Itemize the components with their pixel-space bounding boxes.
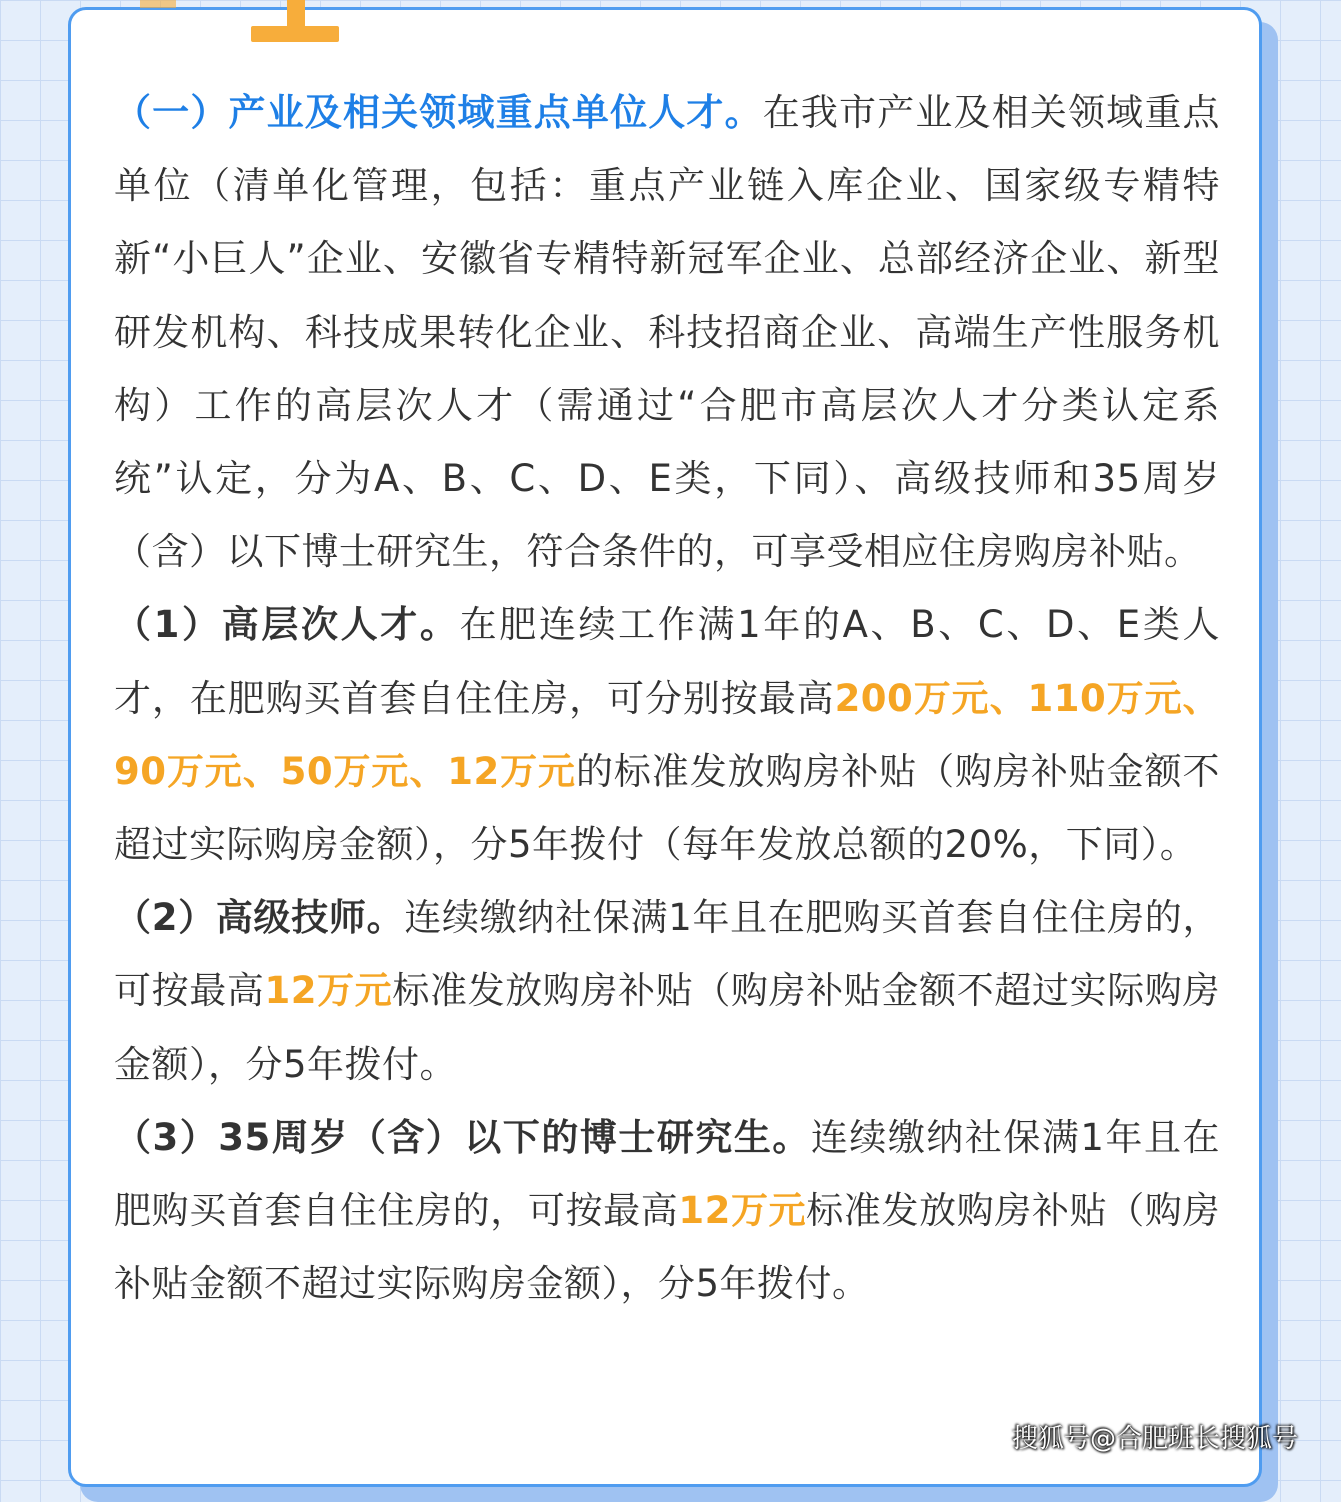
decorative-bar-left <box>140 0 176 8</box>
item-1-text-a: 在肥连续工作满1年的A、B、C、D、E类人才，在肥购买首套自住住房，可分别按最高 <box>114 603 1220 720</box>
item-2-amount: 12万元 <box>264 969 393 1013</box>
item-2-paragraph <box>114 881 1220 1101</box>
item-3-amount: 12万元 <box>678 1189 807 1233</box>
section-intro: 在我市产业及相关领域重点单位（清单化管理，包括：重点产业链入库企业、国家级专精特新“小巨人”企业、安徽省专精特新冠军企业、总部经济企业、新型研发机构、科技成果转化企业、科技招商企业、高端生产性服务机构）工作的高层次人才（需通过“合肥市高层次人才分类认定系统”认定，分为A、B、C、D、E类，下同）、高级技师和35周岁（含）以下博士研究生，符合条件的，可享受相应住房购房补贴。 <box>114 91 1221 574</box>
section-paragraph <box>114 76 1220 588</box>
decorative-header-glyph <box>251 0 339 42</box>
item-3-paragraph <box>114 1101 1220 1321</box>
item-3-title: （3）35周岁（含）以下的博士研究生。 <box>114 1115 811 1159</box>
source-watermark: 搜狐号@合肥班长搜狐号 <box>1012 1424 1299 1454</box>
item-1-paragraph <box>114 588 1220 881</box>
article-body <box>114 76 1220 1320</box>
item-2-text-a: 连续缴纳社保满1年且在肥购买首套自住住房的，可按最高 <box>114 896 1220 1013</box>
item-3-text-a: 连续缴纳社保满1年且在肥购买首套自住住房的，可按最高 <box>114 1115 1220 1233</box>
item-2-text-b: 标准发放购房补贴（购房补贴金额不超过实际购房金额），分5年拨付。 <box>114 969 1220 1086</box>
item-1-amounts: 200万元、110万元、90万元、50万元、12万元 <box>114 676 1220 793</box>
section-title: （一）产业及相关领域重点单位人才。 <box>114 91 763 134</box>
item-2-title: （2）高级技师。 <box>114 896 405 940</box>
item-1-title: （1）高层次人才。 <box>114 603 460 647</box>
item-3-text-b: 标准发放购房补贴（购房补贴金额不超过实际购房金额），分5年拨付。 <box>114 1189 1220 1306</box>
item-1-text-b: 的标准发放购房补贴（购房补贴金额不超过实际购房金额），分5年拨付（每年发放总额的20%，下同）。 <box>114 749 1221 867</box>
